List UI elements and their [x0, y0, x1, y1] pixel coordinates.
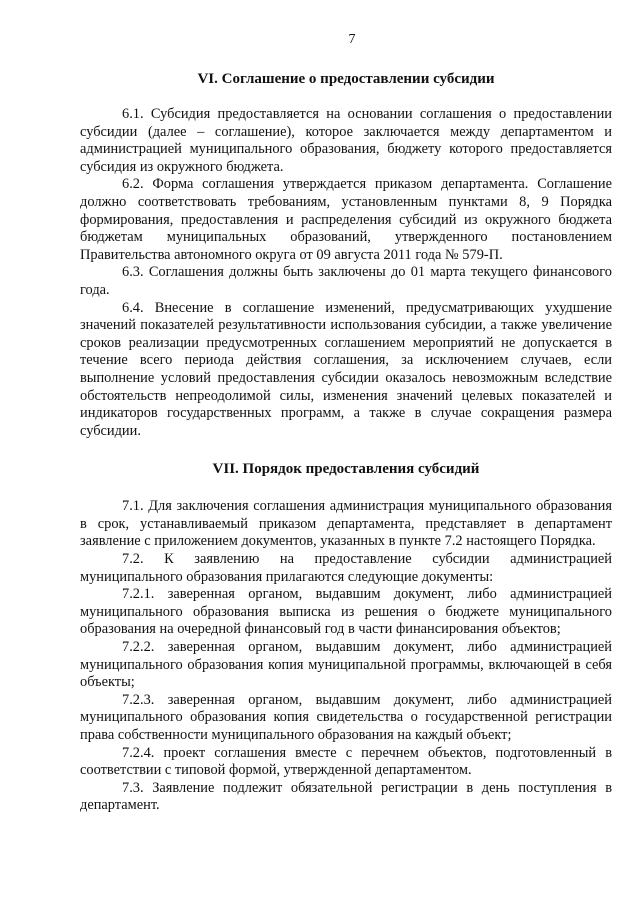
section-6	[80, 70, 612, 440]
paragraph-7-2-1: 7.2.1. заверенная органом, выдавшим документ, либо администрацией муниципального образования выписка из решения о бюджете муниципального образования на очередной финансовый год в части финансирования объектов;	[80, 586, 612, 638]
paragraph-7-2-2: 7.2.2. заверенная органом, выдавшим документ, либо администрацией муниципального образования копия муниципальной программы, включающей в себя объекты;	[80, 639, 612, 691]
paragraph-6-1: 6.1. Субсидия предоставляется на основании соглашения о предоставлении субсидии (далее – соглашение), которое заключается между департаментом и администрацией муниципального образования, бюджету которого предоставляется субсидия из окружного бюджета.	[80, 106, 612, 175]
paragraph-6-2: 6.2. Форма соглашения утверждается приказом департамента. Соглашение должно соответствовать требованиям, установленным пунктами 8, 9 Порядка формирования, предоставления и распределения субсидий из окружного бюджета бюджетам муниципальных образований, утвержденного постановлением Правительства автономного округа от 09 августа 2011 года № 579-П.	[80, 176, 612, 263]
section-7	[80, 460, 612, 815]
paragraph-7-2-3: 7.2.3. заверенная органом, выдавшим документ, либо администрацией муниципального образования копия свидетельства о государственной регистрации права собственности муниципального образования на каждый объект;	[80, 691, 612, 743]
page-number: 7	[348, 32, 356, 47]
section-6-title: VI. Соглашение о предоставлении субсидии	[197, 71, 495, 87]
paragraph-6-3: 6.3. Соглашения должны быть заключены до 01 марта текущего финансового года.	[80, 264, 612, 298]
paragraph-7-3: 7.3. Заявление подлежит обязательной регистрации в день поступления в департамент.	[80, 779, 612, 814]
document-page	[80, 32, 612, 815]
paragraph-7-2: 7.2. К заявлению на предоставление субсидии администрацией муниципального образования прилагаются следующие документы:	[80, 551, 612, 585]
paragraph-6-4: 6.4. Внесение в соглашение изменений, предусматривающих ухудшение значений показателей результативности использования субсидии, а также увеличение сроков реализации предусмотренных соглашением мероприятий не допускается в течение всего периода действия соглашения, за исключением случаев, если выполнение условий предоставления субсидии оказалось невозможным вследствие обстоятельств непреодолимой силы, изменения значений целевых показателей и индикаторов государственных программ, а также в случае сокращения размера субсидии.	[80, 299, 612, 439]
paragraph-7-2-4: 7.2.4. проект соглашения вместе с перечнем объектов, подготовленный в соответствии с типовой формой, утвержденной департаментом.	[80, 744, 612, 779]
section-7-title: VII. Порядок предоставления субсидий	[212, 461, 480, 478]
paragraph-7-1: 7.1. Для заключения соглашения администрация муниципального образования в срок, устанавливаемый приказом департамента, представляет в департамент заявление с приложением документов, указанных в пункте 7.2 настоящего Порядка.	[80, 498, 612, 550]
